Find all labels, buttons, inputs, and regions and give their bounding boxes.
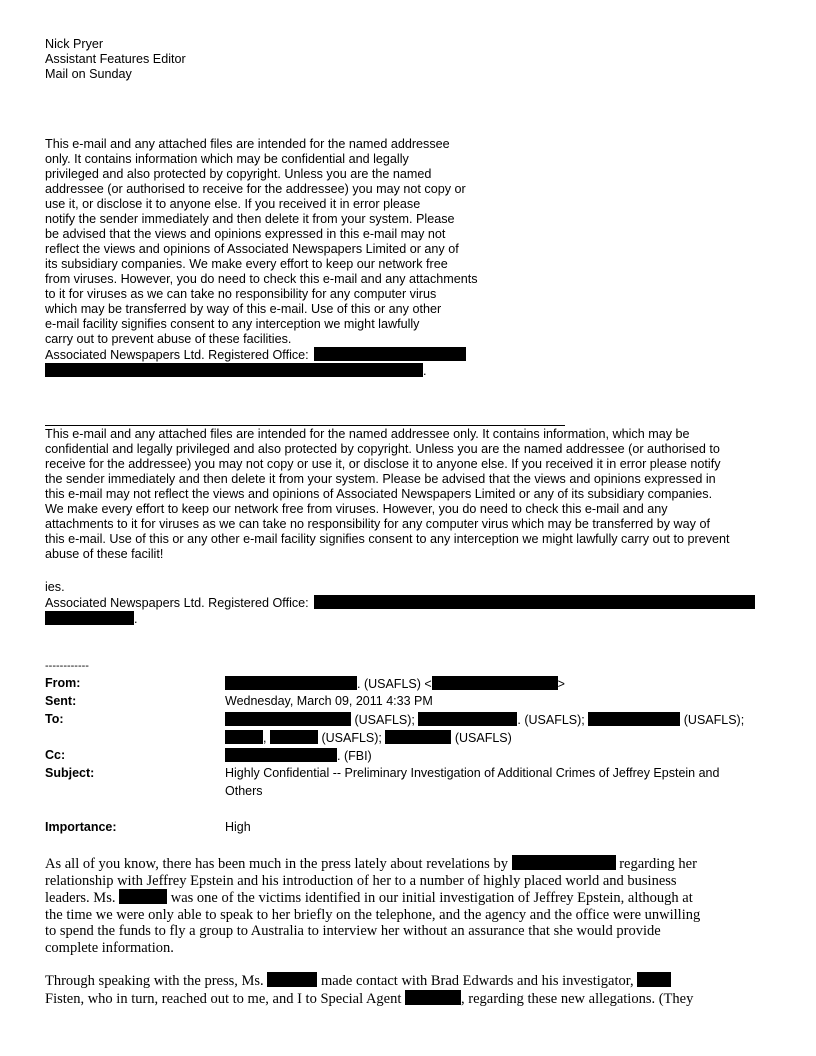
redaction-box [512, 855, 616, 870]
disclaimer-line: notify the sender immediately and then delete it from your system. Please [45, 212, 455, 226]
disclaimer-line: which may be transferred by way of this e-mail. Use of this or any other [45, 302, 442, 316]
registered-office-line [45, 347, 515, 363]
body-line [45, 889, 775, 907]
body-text: leaders. Ms. [45, 890, 116, 906]
body-line [45, 855, 775, 873]
from-end: > [557, 677, 565, 691]
redaction-box [385, 730, 451, 744]
to-label: To: [45, 712, 64, 726]
end-dot: . [134, 612, 138, 626]
disclaimer-line: receive for the addressee) you may not copy or use it, or disclose it to anyone else. If you received it in error please notify [45, 457, 721, 471]
redaction-box [270, 730, 318, 744]
redaction-box [45, 611, 134, 625]
body-line: the time we were only able to speak to her briefly on the telephone, and the agency and the office were unwilling [45, 906, 701, 923]
end-dot: . [423, 364, 427, 378]
disclaimer-line: addressee (or authorised to receive for the addressee) you may not copy or [45, 182, 466, 196]
redaction-box [225, 730, 263, 744]
redaction-box [225, 712, 351, 726]
to-text: , [263, 731, 267, 745]
disclaimer-line: reflect the views and opinions of Associated Newspapers Limited or any of [45, 242, 459, 256]
cc-label: Cc: [45, 748, 66, 762]
redaction-box [267, 972, 317, 987]
sent-value: Wednesday, March 09, 2011 4:33 PM [225, 694, 433, 708]
disclaimer-line: This e-mail and any attached files are intended for the named addressee only. It contains information, which may be [45, 427, 690, 441]
registered-office-line [45, 595, 755, 611]
body-line: to spend the funds to fly a group to Australia to interview her without an assurance that she would provide [45, 923, 661, 939]
subject-line-2: Others [225, 784, 263, 798]
signature-block [45, 37, 186, 82]
disclaimer-line: attachments to it for viruses as we can take no responsibility for any computer virus which may be transferred by way of [45, 517, 710, 531]
body-text: Fisten, who in turn, reached out to me, and I to Special Agent [45, 990, 402, 1007]
registered-office-label: Associated Newspapers Ltd. Registered Office: [45, 348, 309, 362]
disclaimer-line: to it for viruses as we can take no responsibility for any computer virus [45, 287, 437, 301]
redaction-box [225, 676, 357, 690]
signature-title: Assistant Features Editor [45, 52, 186, 66]
body-line: complete information. [45, 939, 174, 956]
disclaimer-line: privileged and also protected by copyright. Unless you are the named [45, 167, 432, 181]
registered-office-label: Associated Newspapers Ltd. Registered Office: [45, 596, 309, 610]
disclaimer-line: this e-mail may not reflect the views and opinions of Associated Newspapers Limited or any of its subsidiary companies. [45, 487, 713, 501]
to-text: (USAFLS); [683, 713, 745, 727]
to-value-line2 [225, 730, 512, 745]
disclaimer-line: the sender immediately and then delete it from your system. Please be advised that the views and opinions expressed in [45, 472, 716, 486]
redaction-box [45, 363, 423, 377]
importance-value: High [225, 820, 251, 834]
disclaimer-line: use it, or disclose it to anyone else. If you received it in error please [45, 197, 421, 211]
from-text: . (USAFLS) < [357, 677, 432, 691]
registered-office-address-line [45, 363, 515, 379]
registered-office-address-line [45, 611, 755, 627]
redaction-box [314, 595, 755, 609]
disclaimer-line: from viruses. However, you do need to check this e-mail and any attachments [45, 272, 478, 286]
redaction-box [637, 972, 671, 987]
to-text: . (USAFLS); [517, 713, 585, 727]
disclaimer-line: only. It contains information which may be confidential and legally [45, 152, 409, 166]
disclaimer-line: confidential and legally privileged and also protected by copyright. Unless you are the named addressee (or authorised to [45, 442, 720, 456]
body-text: Through speaking with the press, Ms. [45, 973, 264, 989]
disclaimer-tail [45, 580, 755, 627]
importance-label: Importance: [45, 820, 117, 834]
subject-line-1: Highly Confidential -- Preliminary Investigation of Additional Crimes of Jeffrey Epstein and [225, 766, 720, 780]
signature-org: Mail on Sunday [45, 67, 132, 81]
body-text: As all of you know, there has been much in the press lately about revelations by [45, 856, 508, 872]
redaction-box [119, 889, 167, 904]
redaction-box [588, 712, 680, 726]
paragraph-gap [45, 956, 775, 972]
redaction-box [432, 676, 558, 690]
subject-label: Subject: [45, 766, 95, 780]
disclaimer-line: carry out to prevent abuse of these facilities. [45, 332, 292, 346]
signature-name: Nick Pryer [45, 37, 104, 51]
redaction-box [225, 748, 337, 762]
redaction-box [314, 347, 466, 361]
body-text: , regarding these new allegations. (They [461, 990, 694, 1007]
body-line: relationship with Jeffrey Epstein and his introduction of her to a number of highly placed world and business [45, 872, 677, 889]
separator-rule [45, 425, 565, 426]
body-line [45, 972, 775, 990]
cc-value [225, 748, 372, 763]
body-text: was one of the victims identified in our initial investigation of Jeffrey Epstein, although at [170, 890, 693, 906]
body-text: made contact with Brad Edwards and his investigator, [320, 973, 634, 989]
to-text: (USAFLS); [354, 713, 415, 727]
disclaimer-line: be advised that the views and opinions expressed in this e-mail may not [45, 227, 446, 241]
email-body [45, 855, 775, 1007]
disclaimer-long [45, 427, 775, 562]
disclaimer-line: This e-mail and any attached files are intended for the named addressee [45, 137, 450, 151]
body-text: regarding her [619, 856, 697, 872]
header-separator: ------------ [45, 660, 89, 672]
disclaimer-short [45, 137, 515, 379]
to-text: (USAFLS) [454, 731, 512, 745]
to-value-line1 [225, 712, 744, 727]
cc-text: . (FBI) [337, 749, 372, 763]
disclaimer-fragment: ies. [45, 580, 65, 594]
to-text: (USAFLS); [321, 731, 382, 745]
body-line [45, 990, 775, 1008]
disclaimer-line: abuse of these facilit! [45, 547, 164, 561]
from-label: From: [45, 676, 81, 690]
from-value [225, 676, 565, 691]
sent-label: Sent: [45, 694, 77, 708]
disclaimer-line: its subsidiary companies. We make every effort to keep our network free [45, 257, 448, 271]
disclaimer-line: this e-mail. Use of this or any other e-mail facility signifies consent to any interception we might lawfully carry out to prevent [45, 532, 730, 546]
disclaimer-line: e-mail facility signifies consent to any interception we might lawfully [45, 317, 420, 331]
redaction-box [405, 990, 461, 1005]
disclaimer-line: We make every effort to keep our network free from viruses. However, you do need to check this e-mail and any [45, 502, 668, 516]
redaction-box [418, 712, 517, 726]
